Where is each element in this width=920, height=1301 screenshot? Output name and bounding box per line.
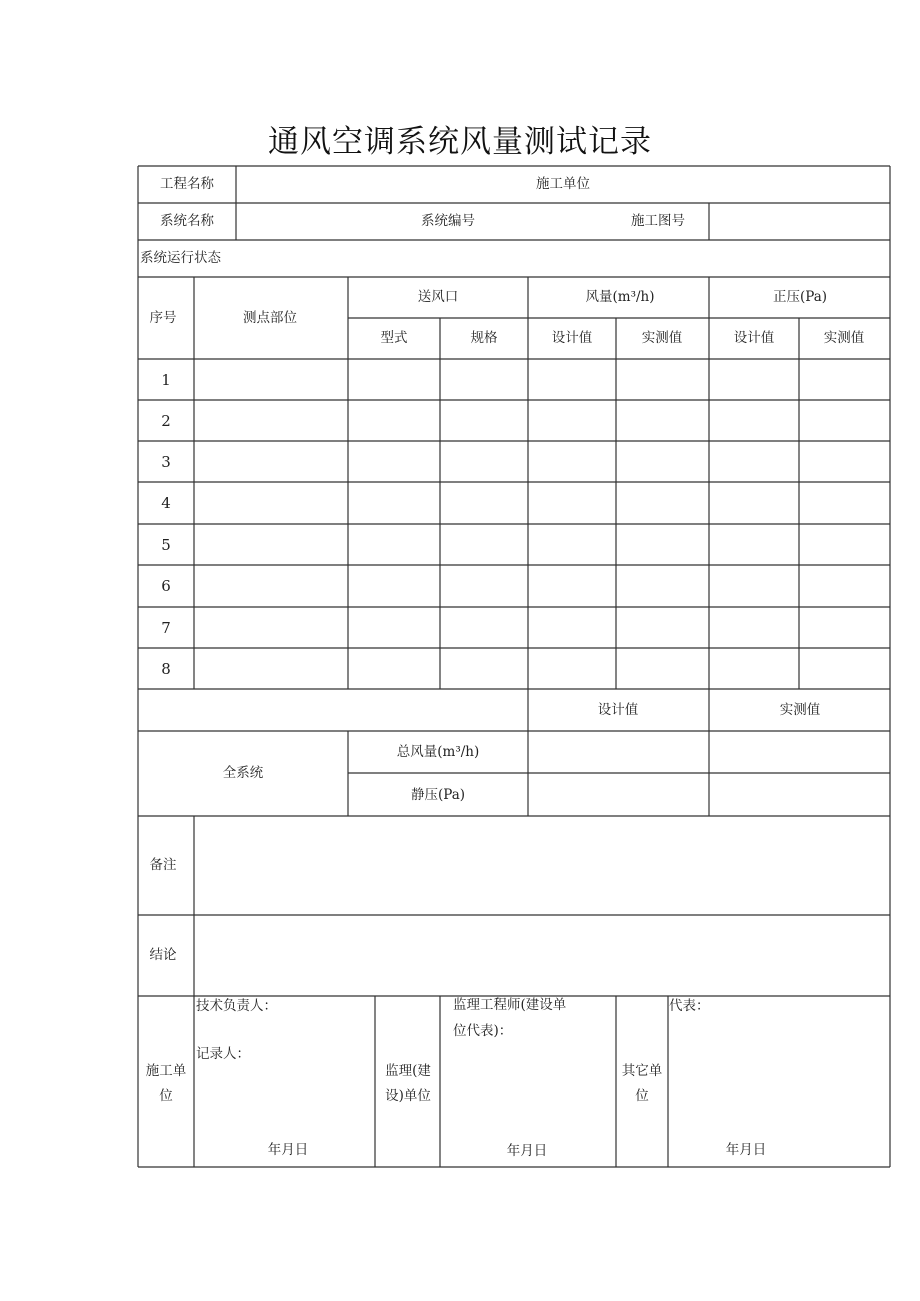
other-unit-sign-line2: 位: [635, 1088, 649, 1104]
row-number: 8: [161, 660, 171, 678]
drawing-number-label: 施工图号: [631, 213, 685, 229]
col-airflow-measured: 实测值: [641, 330, 683, 346]
tech-lead-label: 技术负责人：: [196, 998, 277, 1014]
col-outlet: 送风口: [417, 289, 459, 305]
col-airflow: 风量(m³/h): [585, 289, 655, 305]
page-title: 通风空调系统风量测试记录: [268, 124, 652, 160]
col-spec: 规格: [470, 330, 498, 346]
row-number: 5: [161, 536, 171, 554]
construction-unit-sign-line1: 施工单: [145, 1063, 187, 1079]
row-number: 3: [161, 453, 171, 471]
row-number: 1: [161, 371, 171, 389]
supervision-unit-sign-line1: 监理(建: [385, 1063, 431, 1079]
project-name-label: 工程名称: [160, 176, 214, 192]
system-number-label: 系统编号: [421, 213, 475, 229]
system-name-label: 系统名称: [160, 213, 214, 229]
construction-date-label: 年月日: [267, 1142, 309, 1158]
remarks-label: 备注: [149, 857, 177, 873]
construction-unit-label: 施工单位: [536, 176, 590, 192]
col-seq: 序号: [149, 310, 177, 326]
col-pressure-design: 设计值: [733, 330, 775, 346]
summary-design-label: 设计值: [597, 702, 639, 718]
whole-system-label: 全系统: [222, 765, 264, 781]
total-airflow-label: 总风量(m³/h): [396, 744, 480, 760]
col-type: 型式: [380, 330, 408, 346]
other-date-label: 年月日: [725, 1142, 767, 1158]
static-pressure-label: 静压(Pa): [410, 787, 466, 803]
conclusion-label: 结论: [149, 947, 177, 963]
col-airflow-design: 设计值: [551, 330, 593, 346]
row-number: 7: [161, 619, 171, 637]
row-number: 4: [161, 494, 171, 512]
engineer-label-line2: 位代表)：: [453, 1023, 513, 1039]
row-number: 6: [161, 577, 171, 595]
col-point: 测点部位: [243, 310, 297, 326]
representative-label: 代表：: [669, 998, 710, 1014]
recorder-label: 记录人：: [196, 1046, 250, 1062]
summary-measured-label: 实测值: [779, 702, 821, 718]
other-unit-sign-line1: 其它单: [621, 1063, 663, 1079]
operation-status-label: 系统运行状态: [140, 250, 221, 266]
col-pressure: 正压(Pa): [772, 289, 828, 305]
engineer-label-line1: 监理工程师(建设单: [453, 997, 567, 1013]
construction-unit-sign-line2: 位: [159, 1088, 173, 1104]
row-number: 2: [161, 412, 171, 430]
col-pressure-measured: 实测值: [823, 330, 865, 346]
supervision-unit-sign-line2: 设)单位: [385, 1088, 431, 1104]
supervision-date-label: 年月日: [506, 1143, 548, 1159]
